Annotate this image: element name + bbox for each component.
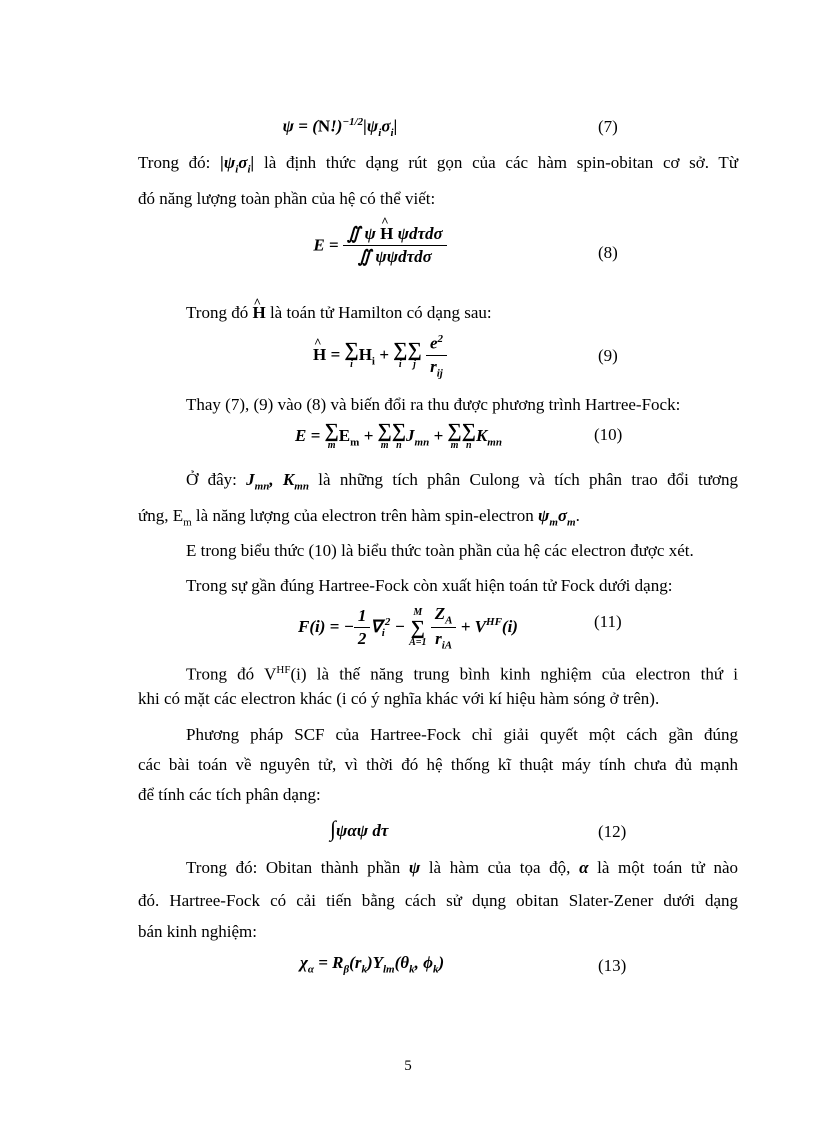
equation-10: E = ∑ m $E_m$ + ∑ m ∑ n $J_{mn}$ + ∑ m ∑ n $K_{mn}$ (295, 420, 502, 451)
paragraph-line: Trong sự gần đúng Hartree-Fock còn xuất hiện toán tử Fock dưới dạng: (186, 576, 673, 595)
equation-13-number: (13) (598, 956, 627, 975)
equation-8: E = $\frac{\text{∬ ψ \textasciicircum{} H ψdτdσ}}{\text{∬ ψψdτdσ}}$ (300, 224, 460, 267)
paragraph-line: Ở đây: $J_{mn}$, $K_{mn}$ là những tích phân Culong và tích phân trao đổi tương (186, 470, 739, 493)
paragraph-line: E trong biểu thức (10) là biểu thức toàn phần của hệ các electron được xét. (186, 541, 694, 560)
equation-10-number: (10) (594, 425, 623, 444)
equation-9-number: (9) (598, 346, 618, 365)
equation-12: ∫ψαψ dτ (330, 816, 389, 841)
paragraph-line: để tính các tích phân dạng: (138, 785, 321, 804)
paragraph-line: đó năng lượng toàn phần của hệ có thể viết: (138, 189, 436, 208)
paragraph-line: Trong đó ^ H là toán tử Hamilton có dạng sau: (186, 303, 492, 323)
equation-9: ^ H = ∑ i $H_i$ + ∑ i ∑ j $\frac{e^2}{r_{ij}}$ (300, 333, 460, 379)
equation-11: F(i) = − $\frac{1}{2}$ $\nabla_i^2$ − M ∑ A=1 $\frac{Z_A}{r_{iA}}$ + $V^{HF}(i)$ (298, 604, 518, 652)
paragraph-line: Phương pháp SCF của Hartree-Fock chỉ giải quyết một cách gần đúng (186, 725, 738, 744)
paragraph-line: các bài toán về nguyên tử, vì thời đó hệ thống kĩ thuật máy tính chưa đủ mạnh (138, 755, 738, 774)
equation-12-number: (12) (598, 822, 627, 841)
paragraph-line: khi có mặt các electron khác (i có ý nghĩa khác với kí hiệu hàm sóng ở trên). (138, 689, 660, 708)
equation-11-number: (11) (594, 612, 622, 631)
equation-13: $\chi_\alpha = R_\beta(r_k)Y_{lm}(\theta_k$, $\phi_k$) (300, 953, 445, 976)
equation-7: $\psi = (N!)^{-1/2}|\psi_i\sigma_i|$ (282, 116, 398, 140)
paragraph-line: đó. Hartree-Fock có cải tiến bằng cách sử dụng obitan Slater-Zener dưới dạng (138, 891, 738, 910)
equation-7-number: (7) (598, 117, 618, 136)
paragraph-line: bán kinh nghiệm: (138, 922, 257, 941)
paragraph-line: ứng, $E_m$ là năng lượng của electron trên hàm spin-electron $\psi_m\sigma_m$. (138, 506, 580, 529)
paragraph-line: Thay (7), (9) vào (8) và biến đổi ra thu được phương trình Hartree-Fock: (186, 395, 681, 414)
equation-8-number: (8) (598, 243, 618, 262)
page-number: 5 (404, 1058, 412, 1074)
paragraph-line: Trong đó: Obitan thành phần ψ là hàm của tọa độ, α là một toán tử nào (186, 858, 739, 877)
paragraph-line: Trong đó: $|\psi_i\sigma_i|$ là định thức dạng rút gọn của các hàm spin-obitan cơ sở. Từ (138, 153, 739, 176)
paragraph-line: Trong đó $V^{HF}(i)$ là thế năng trung bình kinh nghiệm của electron thứ i (186, 664, 738, 684)
